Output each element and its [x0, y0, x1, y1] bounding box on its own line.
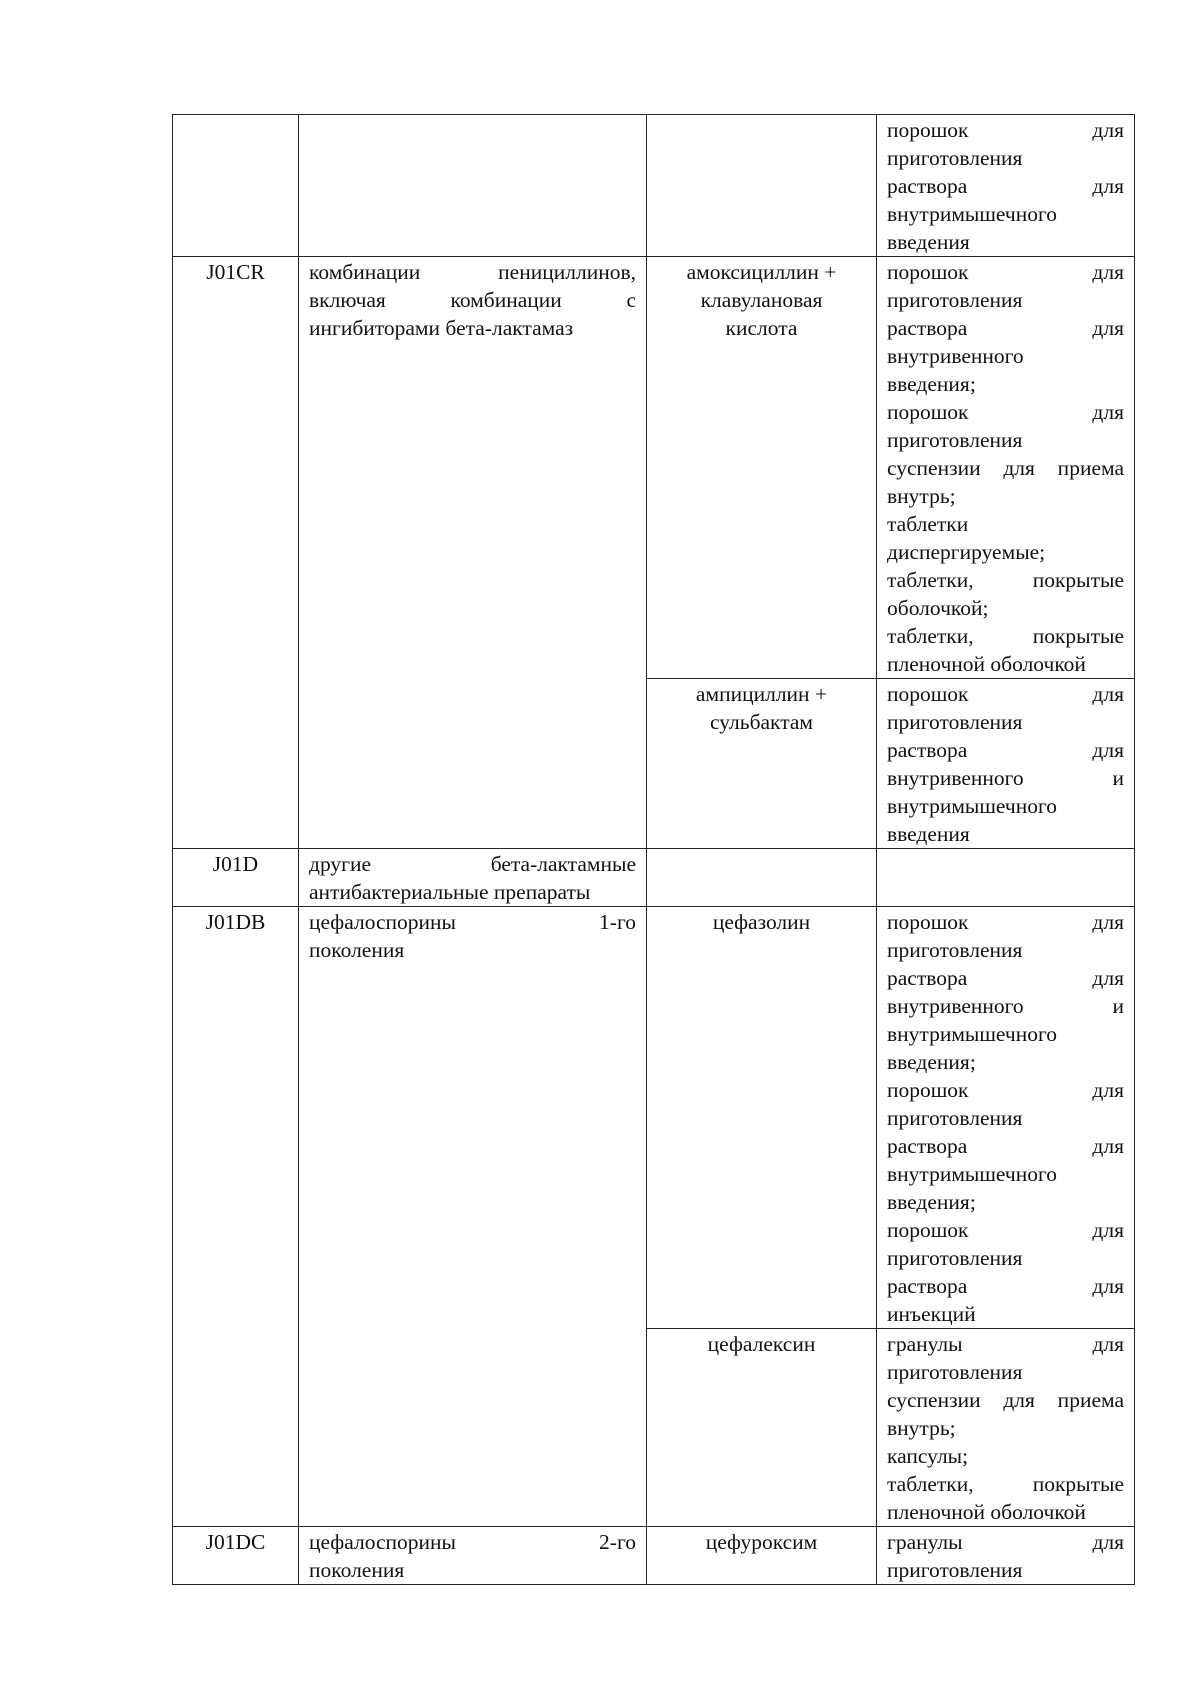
dosage-form-line: приготовления — [887, 1360, 1023, 1384]
group-name-cell — [299, 849, 647, 907]
group-name-line: комбинации пенициллинов, — [309, 260, 636, 284]
dosage-form-line: внутримышечного — [887, 202, 1058, 226]
dosage-form-line: введения — [887, 230, 970, 254]
dosage-form-line: внутримышечного — [887, 794, 1058, 818]
atc-code-cell: J01DB — [173, 907, 299, 1527]
table-row — [173, 257, 1135, 679]
dosage-form-line: гранулы для — [887, 1530, 1124, 1554]
drug-name-cell — [647, 907, 877, 1329]
drug-name-cell — [647, 679, 877, 849]
drug-name-line: амоксициллин + — [686, 260, 837, 284]
dosage-form-line: раствора для — [887, 174, 1124, 198]
dosage-form-cell — [877, 115, 1135, 257]
dosage-form-line: приготовления — [887, 1558, 1023, 1582]
dosage-form-cell — [877, 679, 1135, 849]
group-name-line: поколения — [309, 938, 405, 962]
group-name-line: антибактериальные препараты — [309, 880, 591, 904]
group-name-line: цефалоспорины 2-го — [309, 1530, 636, 1554]
group-name-line: ингибиторами бета-лактамаз — [309, 316, 574, 340]
table-row — [173, 115, 1135, 257]
dosage-form-line: приготовления — [887, 938, 1023, 962]
group-name-line: цефалоспорины 1-го — [309, 910, 636, 934]
dosage-form-line: капсулы; — [887, 1444, 969, 1468]
dosage-form-cell — [877, 907, 1135, 1329]
dosage-form-line: раствора для — [887, 738, 1124, 762]
dosage-form-line: приготовления — [887, 428, 1023, 452]
dosage-form-line: таблетки, покрытые — [887, 1472, 1124, 1496]
dosage-form-line: приготовления — [887, 1246, 1023, 1270]
drug-name-cell — [647, 257, 877, 679]
group-name-cell — [299, 1527, 647, 1585]
dosage-form-cell — [877, 257, 1135, 679]
atc-code-cell — [173, 115, 299, 257]
atc-code-cell: J01D — [173, 849, 299, 907]
dosage-form-line: внутримышечного — [887, 1022, 1058, 1046]
dosage-form-line: таблетки — [887, 512, 969, 536]
atc-code-cell: J01DC — [173, 1527, 299, 1585]
dosage-form-line: суспензии для приема — [887, 1388, 1124, 1412]
drug-name-cell — [647, 115, 877, 257]
dosage-form-cell — [877, 1329, 1135, 1527]
drug-name-line: цефазолин — [712, 910, 811, 934]
drug-name-line: сульбактам — [709, 710, 814, 734]
dosage-form-line: порошок для — [887, 400, 1124, 424]
drug-name-cell — [647, 1527, 877, 1585]
table-row — [173, 849, 1135, 907]
dosage-form-line: суспензии для приема — [887, 456, 1124, 480]
dosage-form-cell — [877, 1527, 1135, 1585]
group-name-line: включая комбинации с — [309, 288, 636, 312]
dosage-form-line: введения — [887, 822, 970, 846]
dosage-form-line: приготовления — [887, 146, 1023, 170]
dosage-form-line: внутривенного и — [887, 994, 1124, 1018]
group-name-cell — [299, 907, 647, 1527]
drug-name-line: цефуроксим — [705, 1530, 818, 1554]
group-name-line: другие бета-лактамные — [309, 852, 636, 876]
dosage-form-line: внутримышечного — [887, 1162, 1058, 1186]
dosage-form-line: инъекций — [887, 1302, 976, 1326]
drug-name-line: цефалексин — [707, 1332, 816, 1356]
dosage-form-line: гранулы для — [887, 1332, 1124, 1356]
drug-name-cell — [647, 849, 877, 907]
group-name-line: поколения — [309, 1558, 405, 1582]
dosage-form-line: оболочкой; — [887, 596, 989, 620]
dosage-form-line: диспергируемые; — [887, 540, 1046, 564]
dosage-form-line: раствора для — [887, 1274, 1124, 1298]
dosage-form-line: раствора для — [887, 316, 1124, 340]
dosage-form-line: порошок для — [887, 910, 1124, 934]
dosage-form-cell — [877, 849, 1135, 907]
dosage-form-line: порошок для — [887, 118, 1124, 142]
drug-name-cell — [647, 1329, 877, 1527]
dosage-form-line: таблетки, покрытые — [887, 568, 1124, 592]
dosage-form-line: внутривенного — [887, 344, 1024, 368]
dosage-form-line: приготовления — [887, 710, 1023, 734]
group-name-cell — [299, 115, 647, 257]
dosage-form-line: введения; — [887, 372, 976, 396]
dosage-form-line: введения; — [887, 1190, 976, 1214]
dosage-form-line: порошок для — [887, 1218, 1124, 1242]
dosage-form-line: таблетки, покрытые — [887, 624, 1124, 648]
dosage-form-line: приготовления — [887, 1106, 1023, 1130]
dosage-form-line: порошок для — [887, 1078, 1124, 1102]
dosage-form-line: внутрь; — [887, 484, 956, 508]
atc-code-cell: J01CR — [173, 257, 299, 849]
table-row — [173, 1527, 1135, 1585]
dosage-form-line: введения; — [887, 1050, 976, 1074]
dosage-form-line: приготовления — [887, 288, 1023, 312]
dosage-form-line: внутривенного и — [887, 766, 1124, 790]
medication-table — [172, 114, 1135, 1585]
dosage-form-line: пленочной оболочкой — [887, 1500, 1086, 1524]
dosage-form-line: порошок для — [887, 682, 1124, 706]
drug-name-line: кислота — [725, 316, 798, 340]
dosage-form-line: порошок для — [887, 260, 1124, 284]
dosage-form-line: внутрь; — [887, 1416, 956, 1440]
group-name-cell — [299, 257, 647, 849]
drug-name-line: клавулановая — [700, 288, 823, 312]
dosage-form-line: пленочной оболочкой — [887, 652, 1086, 676]
drug-name-line: ампициллин + — [695, 682, 828, 706]
dosage-form-line: раствора для — [887, 966, 1124, 990]
table-row — [173, 907, 1135, 1329]
dosage-form-line: раствора для — [887, 1134, 1124, 1158]
